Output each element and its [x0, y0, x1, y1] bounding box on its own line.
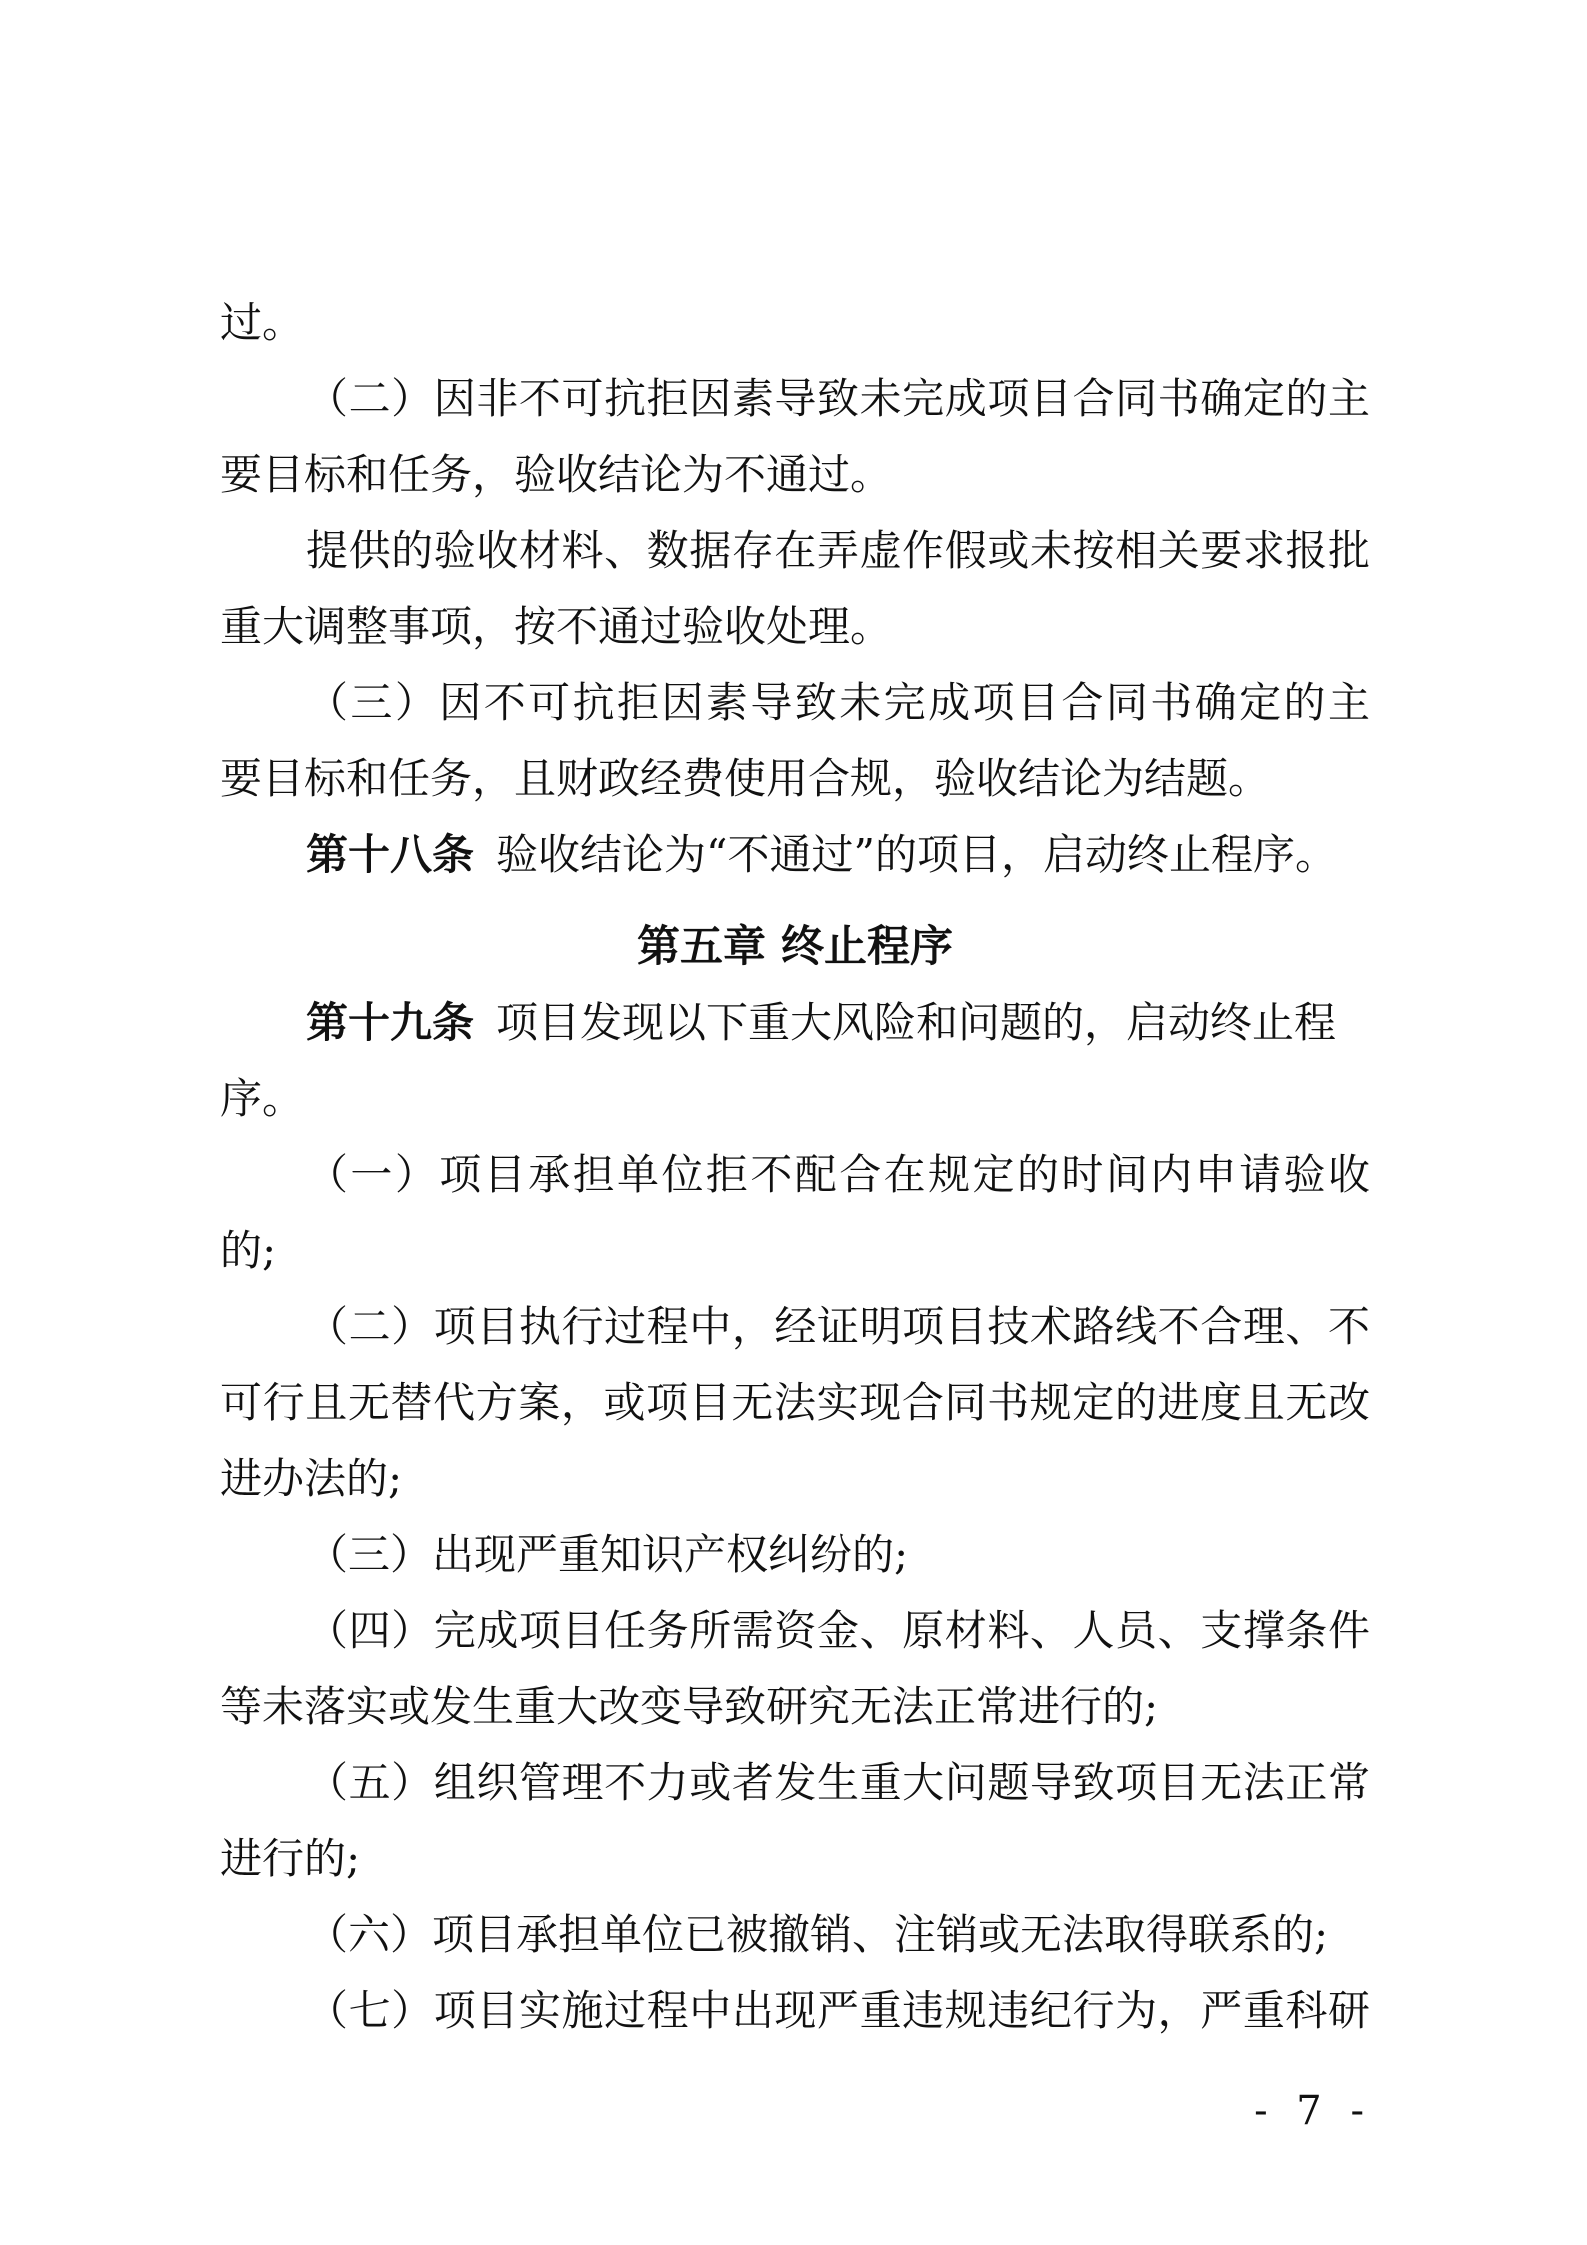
list-item-line: （四）完成项目任务所需资金、原材料、人员、支撑条件	[306, 1606, 1370, 1655]
paragraph-line: 要目标和任务，验收结论为不通过。	[220, 450, 893, 499]
article-18-heading: 第十八条	[306, 830, 475, 879]
list-item-line: （三）出现严重知识产权纠纷的;	[306, 1530, 909, 1579]
list-item-line: 的;	[220, 1226, 277, 1275]
article-19-heading: 第十九条	[306, 998, 475, 1047]
list-item-line: 进办法的;	[220, 1454, 403, 1503]
paragraph-line: （三）因不可抗拒因素导致未完成项目合同书确定的主	[306, 678, 1370, 727]
list-item-line: （六）项目承担单位已被撤销、注销或无法取得联系的;	[306, 1910, 1329, 1959]
list-item-line: 可行且无替代方案，或项目无法实现合同书规定的进度且无改	[220, 1378, 1370, 1427]
list-item-line: （一）项目承担单位拒不配合在规定的时间内申请验收	[306, 1150, 1370, 1199]
paragraph-line: 重大调整事项，按不通过验收处理。	[220, 602, 893, 651]
article-19-continuation: 序。	[220, 1074, 305, 1123]
paragraph-line: （二）因非不可抗拒因素导致未完成项目合同书确定的主	[306, 374, 1370, 423]
article-18	[220, 817, 1370, 893]
page-number: - 7 -	[1254, 2088, 1372, 2134]
paragraph-line: 提供的验收材料、数据存在弄虚作假或未按相关要求报批	[306, 526, 1370, 575]
list-item-line: 等未落实或发生重大改变导致研究无法正常进行的;	[220, 1682, 1159, 1731]
article-19	[220, 985, 1370, 1061]
list-item-line: （二）项目执行过程中，经证明项目技术路线不合理、不	[306, 1302, 1370, 1351]
chapter-title: 第五章 终止程序	[637, 922, 953, 972]
article-18-text: 验收结论为“不通过”的项目，启动终止程序。	[496, 830, 1337, 879]
list-item-line: （五）组织管理不力或者发生重大问题导致项目无法正常	[306, 1758, 1370, 1807]
list-item-line: 进行的;	[220, 1834, 361, 1883]
paragraph-line: 要目标和任务，且财政经费使用合规，验收结论为结题。	[220, 754, 1271, 803]
list-item-line: （七）项目实施过程中出现严重违规违纪行为，严重科研	[306, 1986, 1370, 2035]
paragraph-line: 过。	[220, 298, 305, 347]
article-19-text: 项目发现以下重大风险和问题的，启动终止程	[496, 998, 1337, 1047]
document-body	[220, 285, 1370, 2049]
